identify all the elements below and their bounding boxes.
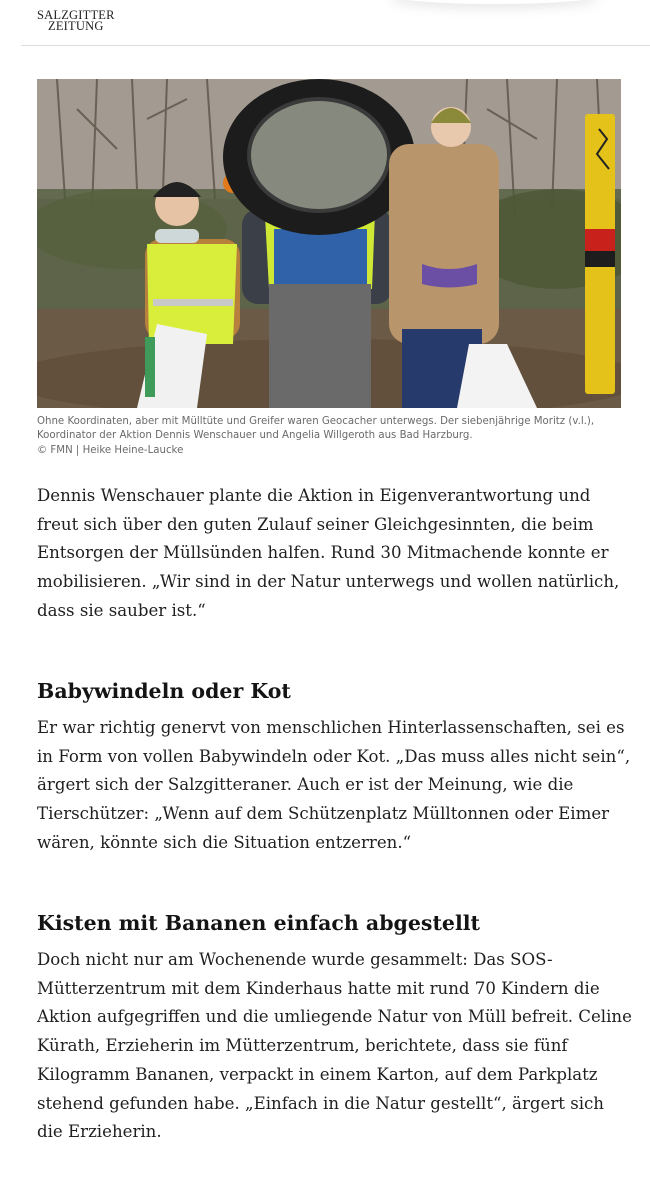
header-divider (21, 45, 650, 46)
photo-caption (37, 415, 627, 458)
section-heading-2: Kisten mit Bananen einfach abgestellt (37, 911, 481, 935)
header-shadow (390, 0, 600, 4)
article-photo[interactable] (37, 79, 621, 408)
logo-line-2: ZEITUNG (48, 19, 104, 33)
photo-credit: © FMN | Heike Heine-Laucke (37, 444, 184, 456)
article-paragraph-1: Dennis Wenschauer plante die Aktion in Eigenverantwortung und freut sich über den guten Zulauf seiner Gleichgesinnten, die beim Entsorgen der Müllsünden halfen. Rund 30 Mitmachende konnte er mobilisieren. „Wir sind in der Natur unterwegs und wollen natürlich, dass sie sauber ist.“ (37, 486, 620, 620)
article-paragraph-3: Doch nicht nur am Wochenende wurde gesammelt: Das SOS-Mütterzentrum mit dem Kinderhaus hatte mit rund 70 Kindern die Aktion aufgegriffen und die umliegende Natur von Müll befreit. Celine Kürath, Erzieherin im Mütterzentrum, berichtete, dass sie fünf Kilogramm Bananen, verpackt in einem Karton, auf dem Parkplatz stehend gefunden habe. „Einfach in die Natur gestellt“, ärgert sich die Erzieherin. (37, 950, 632, 1142)
logo-line-1: SALZGITTER (37, 8, 115, 22)
article-paragraph-2: Er war richtig genervt von menschlichen Hinterlassenschaften, sei es in Form von vollen Babywindeln oder Kot. „Das muss alles nicht sein“, ärgert sich der Salzgitteraner. Auch er ist der Meinung, wie die Tierschützer: „Wenn auf dem Schützenplatz Mülltonnen oder Eimer wären, könnte sich die Situation entzerren.“ (37, 718, 631, 852)
section-heading-1: Babywindeln oder Kot (37, 679, 291, 703)
site-header (0, 0, 650, 46)
caption-text: Ohne Koordinaten, aber mit Mülltüte und Greifer waren Geocacher unterwegs. Der siebenjährige Moritz (v.l.), Koordinator der Aktion Dennis Wenschauer und Angelia Willgeroth aus Bad Harzburg. (37, 416, 595, 442)
site-logo[interactable] (37, 10, 115, 32)
